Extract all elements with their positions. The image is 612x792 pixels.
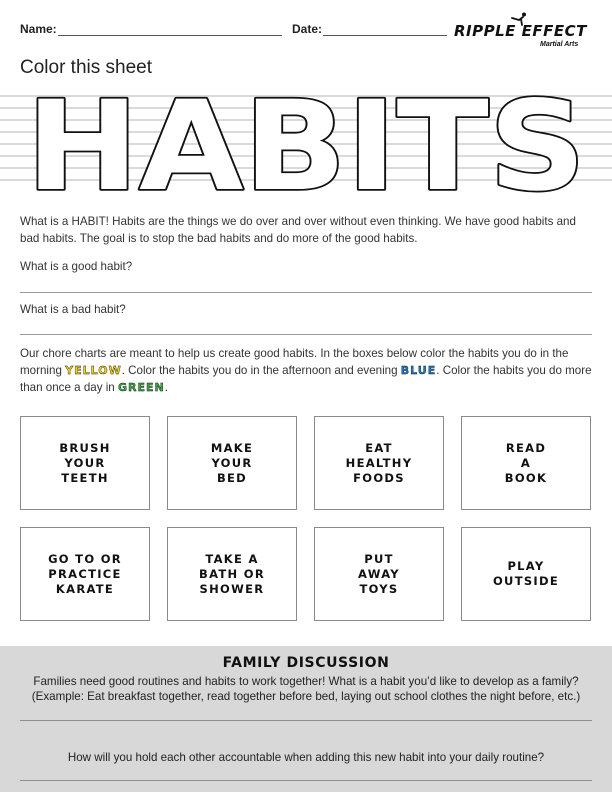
habit-label: PUT AWAY TOYS	[358, 551, 400, 596]
family-answer-line-1[interactable]	[20, 720, 592, 721]
habit-label: READ A BOOK	[504, 440, 548, 485]
blue-word: BLUE	[400, 364, 437, 377]
logo-text: RIPPLE EFFECT	[454, 22, 587, 40]
family-prompt-line-1: Families need good routines and habits to work together! What is a habit you’d like to develop as a family?	[33, 675, 579, 688]
habit-box-bath[interactable]	[167, 527, 297, 621]
habit-label: BRUSH YOUR TEETH	[59, 440, 111, 485]
family-answer-line-2[interactable]	[20, 780, 592, 781]
date-line[interactable]	[323, 35, 447, 36]
good-habit-answer-line[interactable]	[20, 292, 592, 293]
ripple-effect-logo	[454, 12, 594, 52]
habit-box-put-away-toys[interactable]	[314, 527, 444, 621]
logo-subtitle: Martial Arts	[540, 41, 579, 48]
family-prompt-line-2: (Example: Eat breakfast together, read together before bed, laying out school clothes the night before, etc.)	[31, 690, 581, 703]
chore-paragraph	[20, 345, 594, 396]
habit-label: PLAY OUTSIDE	[492, 559, 560, 588]
habit-label: MAKE YOUR BED	[210, 440, 254, 485]
habit-box-read-book[interactable]	[461, 416, 591, 510]
chore-text-3: . Color the habits you do more than once a day in	[20, 364, 592, 394]
chore-text-2: . Color the habits you do in the afternoon and evening	[121, 364, 401, 377]
chore-text-4: .	[164, 381, 168, 394]
habits-title-graphic	[0, 82, 612, 200]
habit-box-make-bed[interactable]	[167, 416, 297, 510]
habit-box-eat-healthy[interactable]	[314, 416, 444, 510]
good-habit-question: What is a good habit?	[20, 260, 133, 273]
habit-box-brush-teeth[interactable]	[20, 416, 150, 510]
habit-label: GO TO OR PRACTICE KARATE	[48, 551, 122, 596]
yellow-word: YELLOW	[65, 364, 122, 377]
bad-habit-question: What is a bad habit?	[20, 303, 126, 316]
habit-label: TAKE A BATH OR SHOWER	[199, 551, 265, 596]
intro-paragraph: What is a HABIT! Habits are the things we do over and over without even thinking. We have good habits and bad habits. The goal is to stop the bad habits and do more of the good habits.	[20, 215, 576, 245]
habit-label: EAT HEALTHY FOODS	[345, 440, 413, 485]
bad-habit-answer-line[interactable]	[20, 334, 592, 335]
accountability-question: How will you hold each other accountable when adding this new habit into your daily routine?	[67, 751, 545, 764]
date-label: Date:	[292, 22, 323, 36]
name-label: Name:	[20, 22, 57, 36]
name-line[interactable]	[58, 35, 282, 36]
habit-box-karate[interactable]	[20, 527, 150, 621]
green-word: GREEN	[117, 381, 165, 394]
habits-word: HABITS	[26, 82, 586, 200]
chore-text-1: Our chore charts are meant to help us create good habits. In the boxes below color the habits you do in the morning	[20, 347, 569, 377]
color-instruction: Color this sheet	[20, 57, 153, 78]
habit-box-play-outside[interactable]	[461, 527, 591, 621]
family-discussion-section	[0, 646, 612, 792]
family-discussion-title: FAMILY DISCUSSION	[222, 655, 390, 671]
